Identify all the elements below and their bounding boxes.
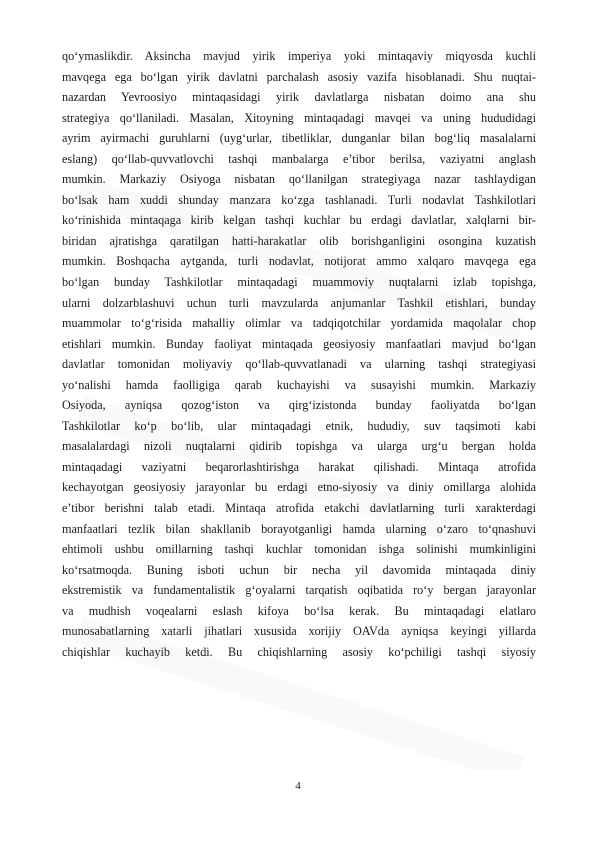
text-line: eslang) qo‘llab-quvvatlovchi tashqi manbalarga e’tibor berilsa, vaziyatni anglash <box>62 151 536 166</box>
text-line: kechayotgan geosiyosiy jarayonlar bu erdagi etno-siyosiy va diniy omillarga alohida <box>62 480 536 495</box>
body-text <box>62 46 536 662</box>
text-line: ayrim ayirmachi guruhlarni (uyg‘urlar, tibetliklar, dunganlar bilan bog‘liq masalalarni <box>62 131 536 146</box>
text-line: ularni dolzarblashuvi uchun turli mavzularda anjumanlar Tashkil etishlari, bunday <box>62 295 536 310</box>
text-line: va mudhish voqealarni eslash kifoya bo‘lsa kerak. Bu mintaqadagi elatlaro <box>62 603 536 618</box>
text-line: chiqishlar kuchayib ketdi. Bu chiqishlarning asosiy ko‘pchiligi tashqi siyosiy <box>62 644 536 659</box>
text-line: bo‘lgan bunday Tashkilotlar mintaqadagi muammoviy nuqtalarni izlab topishga, <box>62 275 536 290</box>
text-line: ko‘rinishida mintaqaga kirib kelgan tashqi kuchlar bu erdagi davlatlar, xalqlarni bir- <box>62 213 536 228</box>
text-line: mintaqadagi vaziyatni beqarorlashtirishga harakat qilishadi. Mintaqa atrofida <box>62 459 536 474</box>
text-line: muammolar to‘g‘risida mahalliy olimlar va tadqiqotchilar yordamida maqolalar chop <box>62 316 536 331</box>
text-line: nazardan Yevroosiyo mintaqasidagi yirik davlatlarga nisbatan doimo ana shu <box>62 90 536 105</box>
text-line: mavqega ega bo‘lgan yirik davlatni parchalash asosiy vazifa hisoblanadi. Shu nuqtai- <box>62 69 536 84</box>
text-line: ehtimoli ushbu omillarning tashqi kuchlar tomonidan ishga solinishi mumkinligini <box>62 542 536 557</box>
text-line: biridan ajratishga qaratilgan hatti-harakatlar olib borishganligini osongina kuzatish <box>62 233 536 248</box>
text-line: yo‘nalishi hamda faolligiga qarab kuchayishi va susayishi mumkin. Markaziy <box>62 377 536 392</box>
text-line: qo‘ymaslikdir. Aksincha mavjud yirik imperiya yoki mintaqaviy miqyosda kuchli <box>62 49 536 63</box>
text-line: manfaatlari tezlik bilan shakllanib borayotganligi hamda ularning o‘zaro to‘qnashuvi <box>62 521 536 536</box>
text-line: e’tibor berishni talab etadi. Mintaqa atrofida etakchi davlatlarning turli xarakterdagi <box>62 501 536 516</box>
text-line: Osiyoda, ayniqsa qozog‘iston va qirg‘izistonda bunday faoliyatda bo‘lgan <box>62 398 536 413</box>
page-number: 4 <box>295 780 301 792</box>
text-line: mumkin. Boshqacha aytganda, turli nodavlat, notijorat ammo xalqaro mavqega ega <box>62 254 536 269</box>
text-line: munosabatlarning xatarli jihatlari xususida xorijiy OAVda ayniqsa keyingi yillarda <box>62 624 536 639</box>
text-line: ko‘rsatmoqda. Buning isboti uchun bir necha yil davomida mintaqada diniy <box>62 562 536 577</box>
text-line: bo‘lsak ham xuddi shunday manzara ko‘zga tashlanadi. Turli nodavlat Tashkilotlari <box>62 192 536 207</box>
text-line: mumkin. Markaziy Osiyoga nisbatan qo‘llanilgan strategiyaga nazar tashlaydigan <box>62 172 536 187</box>
text-line: Tashkilotlar ko‘p bo‘lib, ular mintaqadagi etnik, hududiy, suv taqsimoti kabi <box>62 418 536 433</box>
text-line: masalalardagi nizoli nuqtalarni qidirib topishga va ularga urg‘u bergan holda <box>62 439 536 454</box>
text-line: strategiya qo‘llaniladi. Masalan, Xitoyning mintaqadagi mavqei va uning hududidagi <box>62 110 536 125</box>
text-line: etishlari mumkin. Bunday faoliyat mintaqada geosiyosiy manfaatlari mavjud bo‘lgan <box>62 336 536 351</box>
text-line: davlatlar tomonidan moliyaviy qo‘llab-quvvatlanadi va ularning tashqi strategiyasi <box>62 357 536 372</box>
text-line: ekstremistik va fundamentalistik g‘oyalarni tarqatish oqibatida ro‘y bergan jarayonlar <box>62 583 536 598</box>
